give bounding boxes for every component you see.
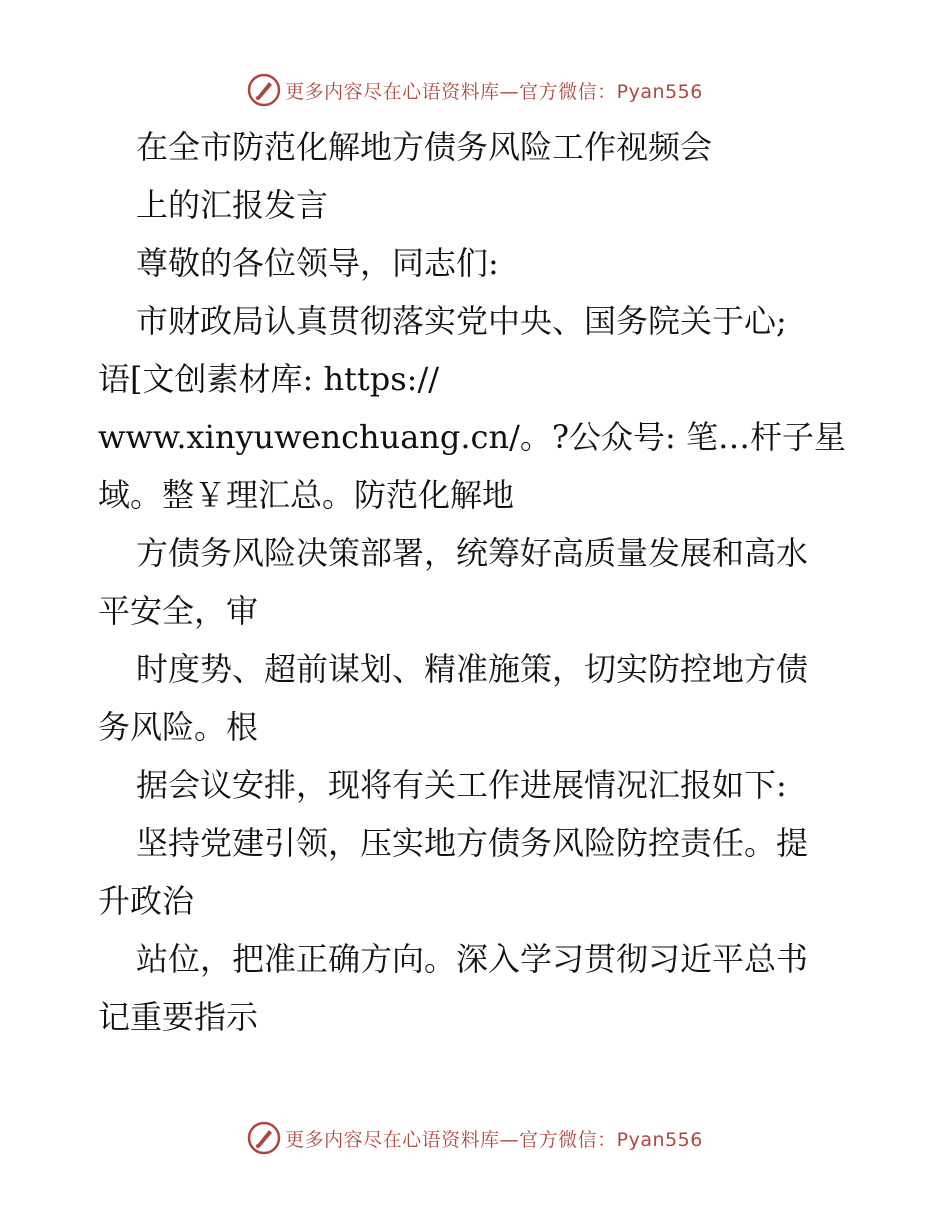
- document-body: [98, 118, 858, 1046]
- text-line: 务风险。根: [98, 708, 259, 746]
- header-banner: [0, 70, 950, 110]
- text-line: 市财政局认真贯彻落实党中央、国务院关于心;: [136, 302, 787, 340]
- text-line: 坚持党建引领，压实地方债务风险防控责任。提: [136, 824, 809, 862]
- text-line: 语[文创素材库: https://: [98, 360, 440, 398]
- text-line: 记重要指示: [98, 998, 259, 1036]
- text-line: 据会议安排，现将有关工作进展情况汇报如下:: [136, 766, 787, 804]
- text-line: 站位，把准正确方向。深入学习贯彻习近平总书: [136, 940, 809, 978]
- text-line: 方债务风险决策部署，统筹好高质量发展和高水: [136, 534, 809, 572]
- text-line: 在全市防范化解地方债务风险工作视频会: [136, 128, 713, 166]
- pen-logo-icon: [247, 1121, 281, 1155]
- pen-logo-icon: [247, 73, 281, 107]
- footer-banner-text: 更多内容尽在心语资料库—官方微信：Pyan556: [285, 1128, 703, 1151]
- header-banner-text: 更多内容尽在心语资料库—官方微信：Pyan556: [285, 80, 703, 103]
- text-line: 域。整￥理汇总。防范化解地: [98, 476, 515, 514]
- text-line: 时度势、超前谋划、精准施策，切实防控地方债: [136, 650, 809, 688]
- text-line: 平安全，审: [98, 592, 259, 630]
- footer-banner: [0, 1118, 950, 1158]
- text-line: 上的汇报发言: [136, 186, 329, 224]
- text-line: www.xinyuwenchuang.cn/。?公众号: 笔…杆子星: [98, 418, 846, 456]
- text-line: 尊敬的各位领导，同志们:: [136, 244, 499, 282]
- text-line: 升政治: [98, 882, 195, 920]
